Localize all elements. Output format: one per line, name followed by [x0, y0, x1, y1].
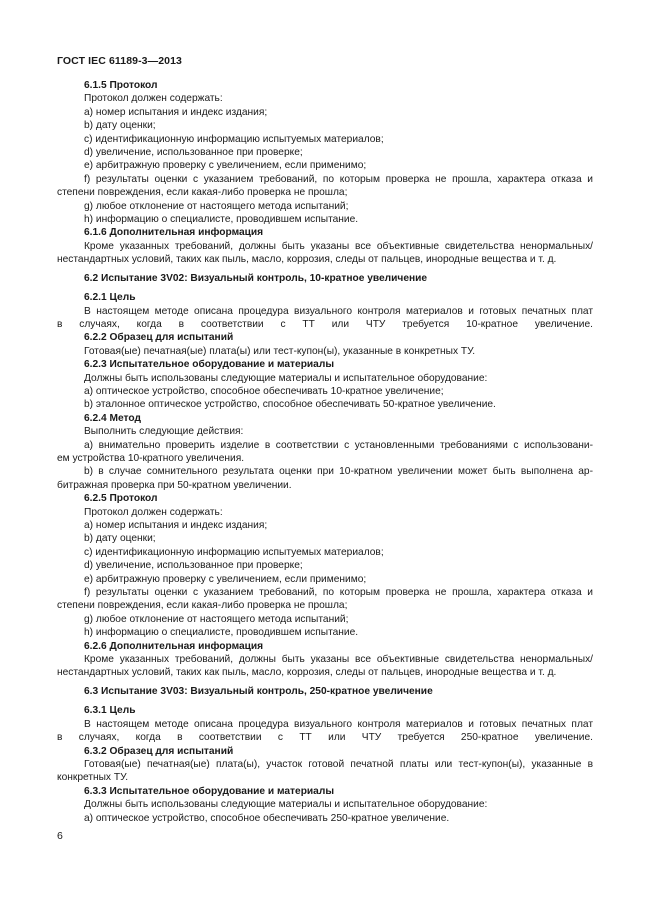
paragraph-continuation: нестандартных условий, таких как пыль, масло, коррозия, следы от пальцев, инородные вещества и т. д.: [57, 254, 557, 266]
paragraph-line: a) номер испытания и индекс издания;: [84, 520, 268, 531]
paragraph-line: b) дату оценки;: [84, 533, 156, 545]
paragraph-line: e) арбитражную проверку с увеличением, если применимо;: [84, 160, 367, 172]
subsection-heading: 6.2.5 Протокол: [84, 493, 158, 505]
paragraph-continuation: конкретных ТУ.: [57, 772, 129, 784]
paragraph-line: a) оптическое устройство, способное обеспечивать 10-кратное увеличение;: [84, 385, 444, 397]
paragraph-line: b) в случае сомнительного результата оценки при 10-кратном увеличении может быть выполнена ар-: [84, 466, 593, 478]
paragraph-line: Протокол должен содержать:: [84, 506, 223, 518]
subsection-heading: 6.3.3 Испытательное оборудование и материалы: [84, 785, 335, 797]
paragraph-line: a) номер испытания и индекс издания;: [84, 106, 268, 118]
paragraph-line: g) любое отклонение от настоящего метода испытаний;: [84, 200, 349, 212]
paragraph-line: h) информацию о специалисте, проводившем испытание.: [84, 214, 359, 226]
subsection-heading: 6.3.2 Образец для испытаний: [84, 745, 234, 757]
paragraph-continuation: нестандартных условий, таких как пыль, масло, коррозия, следы от пальцев, инородные вещества и т. д.: [57, 667, 557, 679]
paragraph-line: f) результаты оценки с указанием требований, по которым проверка не прошла, характера отказа и: [84, 587, 593, 599]
paragraph-line: d) увеличение, использованное при проверке;: [84, 560, 303, 572]
paragraph-line: b) эталонное оптическое устройство, способное обеспечивать 50-кратное увеличение.: [84, 399, 496, 411]
paragraph-line: Должны быть использованы следующие материалы и испытательное оборудование:: [84, 372, 488, 384]
paragraph-continuation: ем устройства 10-кратного увеличения.: [57, 452, 245, 464]
paragraph-continuation: в случаях, когда в соответствии с ТТ или ЧТУ требуется 10-кратное увеличение.: [57, 318, 593, 330]
subsection-heading: 6.2.1 Цель: [84, 292, 136, 304]
section-heading: 6.3 Испытание 3V03: Визуальный контроль, 250-кратное увеличение: [84, 685, 433, 697]
paragraph-line: a) внимательно проверить изделие в соответствии с установленными требованиями с использовани-: [84, 439, 593, 451]
paragraph-line: Готовая(ые) печатная(ые) плата(ы), участок готовой печатной платы или тест-купон(ы), указанные в: [84, 758, 593, 770]
paragraph-line: Кроме указанных требований, должны быть указаны все объективные свидетельства ненормальных/: [84, 654, 593, 666]
paragraph-line: h) информацию о специалисте, проводившем испытание.: [84, 627, 359, 639]
section-heading: 6.2 Испытание 3V02: Визуальный контроль, 10-кратное увеличение: [84, 272, 428, 284]
paragraph-line: c) идентификационную информацию испытуемых материалов;: [84, 546, 384, 558]
subsection-heading: 6.1.6 Дополнительная информация: [84, 227, 264, 239]
paragraph-continuation: в случаях, когда в соответствии с ТТ или ЧТУ требуется 250-кратное увеличение.: [57, 732, 593, 744]
paragraph-line: В настоящем методе описана процедура визуального контроля материалов и готовых печатных плат: [84, 305, 593, 317]
subsection-heading: 6.2.4 Метод: [84, 412, 141, 424]
paragraph-line: a) оптическое устройство, способное обеспечивать 250-кратное увеличение.: [84, 812, 450, 824]
paragraph-line: Должны быть использованы следующие материалы и испытательное оборудование:: [84, 799, 488, 811]
subsection-heading: 6.3.1 Цель: [84, 705, 136, 717]
paragraph-line: В настоящем методе описана процедура визуального контроля материалов и готовых печатных плат: [84, 718, 593, 730]
subsection-heading: 6.2.2 Образец для испытаний: [84, 332, 234, 344]
paragraph-line: Протокол должен содержать:: [84, 93, 223, 105]
paragraph-line: b) дату оценки;: [84, 120, 156, 132]
paragraph-line: c) идентификационную информацию испытуемых материалов;: [84, 133, 384, 145]
paragraph-line: Кроме указанных требований, должны быть указаны все объективные свидетельства ненормальных/: [84, 240, 593, 252]
paragraph-line: Выполнить следующие действия:: [84, 426, 244, 438]
paragraph-line: Готовая(ые) печатная(ые) плата(ы) или тест-купон(ы), указанные в конкретных ТУ.: [84, 345, 476, 357]
document-header: ГОСТ IEC 61189-3—2013: [57, 55, 182, 67]
document-body: [57, 79, 593, 825]
subsection-heading: 6.2.3 Испытательное оборудование и материалы: [84, 359, 335, 371]
paragraph-continuation: степени повреждения, если какая-либо проверка не прошла;: [57, 600, 348, 612]
paragraph-line: f) результаты оценки с указанием требований, по которым проверка не прошла, характера отказа и: [84, 173, 593, 185]
paragraph-continuation: степени повреждения, если какая-либо проверка не прошла;: [57, 187, 348, 199]
paragraph-continuation: битражная проверка при 50-кратном увеличении.: [57, 479, 292, 491]
subsection-heading: 6.2.6 Дополнительная информация: [84, 640, 264, 652]
page-number: 6: [57, 830, 63, 842]
paragraph-line: g) любое отклонение от настоящего метода испытаний;: [84, 613, 349, 625]
paragraph-line: e) арбитражную проверку с увеличением, если применимо;: [84, 573, 367, 585]
subsection-heading: 6.1.5 Протокол: [84, 80, 158, 91]
paragraph-line: d) увеличение, использованное при проверке;: [84, 147, 303, 159]
